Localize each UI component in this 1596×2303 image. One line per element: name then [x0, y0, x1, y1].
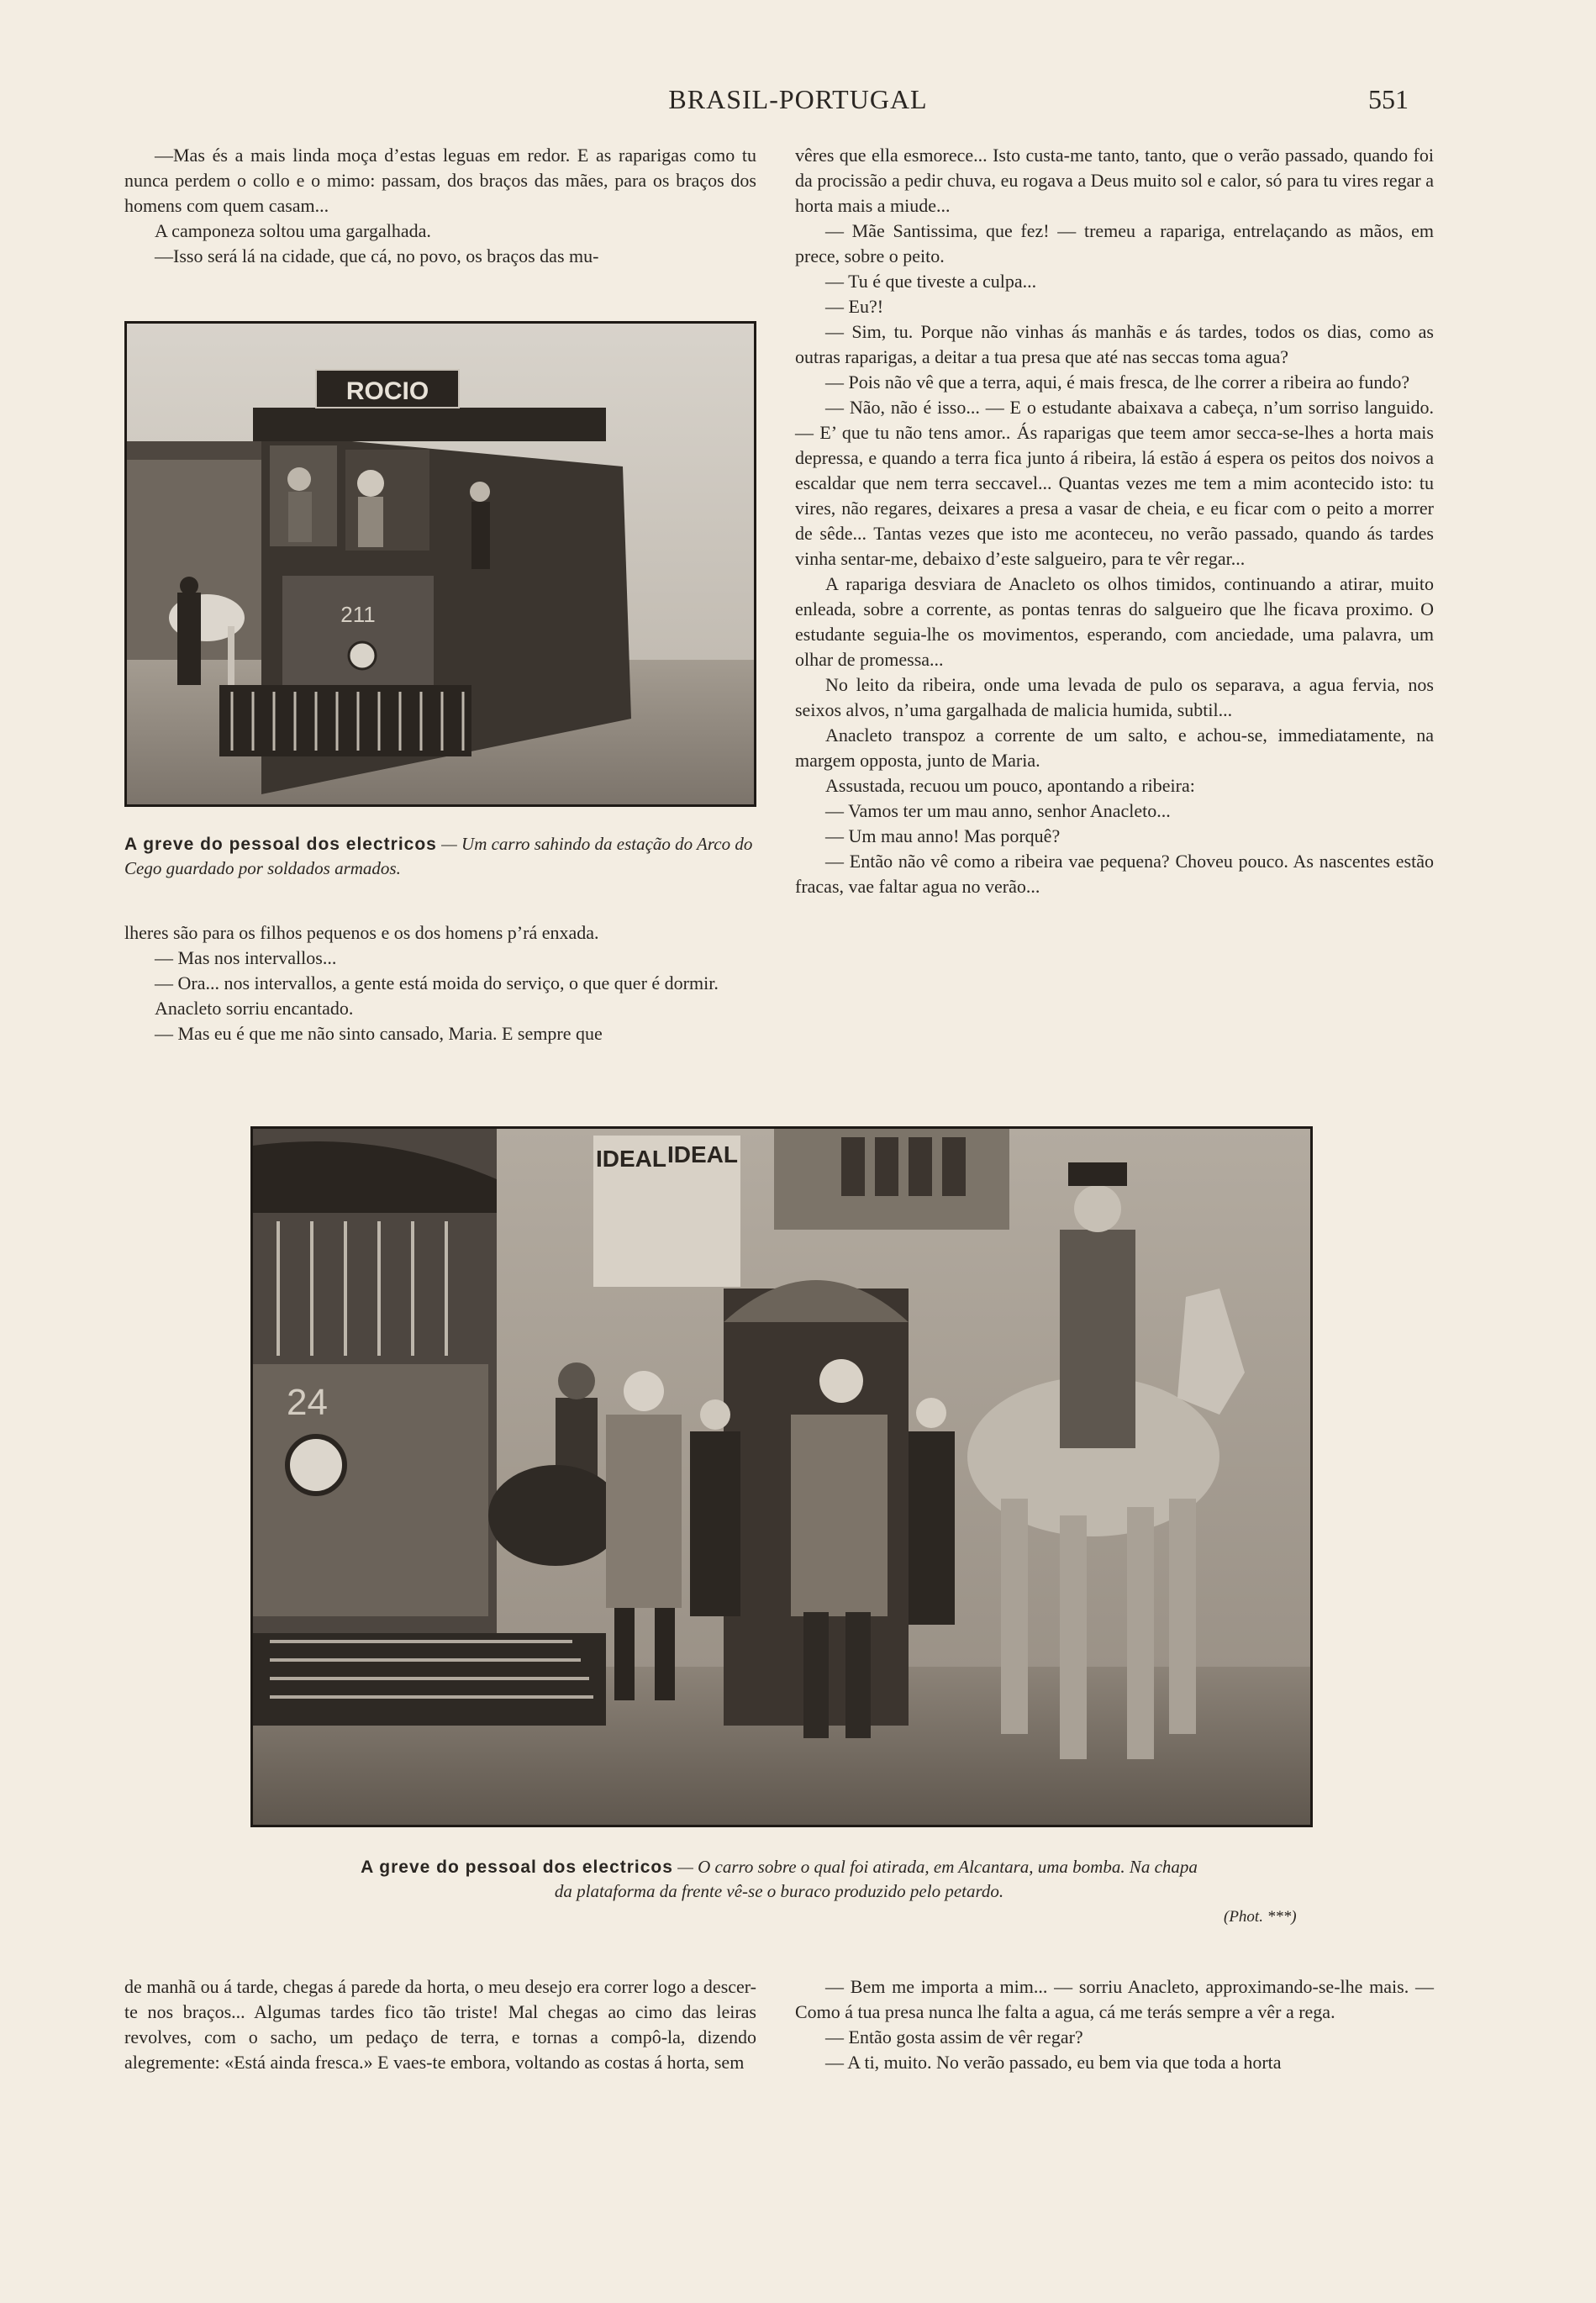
paragraph: lheres são para os filhos pequenos e os dos homens p’rá enxada. — [124, 922, 599, 943]
tram-rocio-illustration — [127, 324, 754, 804]
paragraph: —Isso será lá na cidade, que cá, no povo, os braços das mu- — [155, 245, 599, 266]
paragraph: — Então gosta assim de vêr regar? — [825, 2026, 1083, 2047]
paragraph: —Mas és a mais linda moça d’estas leguas em redor. E as raparigas como tu nunca perdem o collo e o mimo: passam, dos braços das mães, para os braços dos homens com quem casam... — [124, 145, 756, 216]
photo2-caption-line-1: — O carro sobre o qual foi atirada, em Alcantara, uma bomba. Na chapa — [677, 1857, 1198, 1877]
tram-alcantara-illustration — [253, 1129, 1310, 1825]
paragraph: vêres que ella esmorece... Isto custa-me tanto, tanto, que o verão passado, quando foi da procissão a pedir chuva, eu rogava a Deus muito sol e calor, só para tu vires regar a horta mais a miude... — [795, 145, 1434, 216]
paragraph: Anacleto transpoz a corrente de um salto, e achou-se, immediatamente, na margem opposta, junto de Maria. — [795, 725, 1434, 771]
paragraph: A camponeza soltou uma gargalhada. — [155, 220, 431, 241]
paragraph: — Tu é que tiveste a culpa... — [825, 271, 1037, 292]
photo-tram-alcantara — [250, 1126, 1313, 1827]
left-column-top — [124, 143, 756, 269]
paragraph: No leito da ribeira, onde uma levada de pulo os separava, a agua fervia, nos seixos alvos, n’uma gargalhada de malicia humida, subtil... — [795, 674, 1434, 720]
paragraph: — A ti, muito. No verão passado, eu bem via que toda a horta — [825, 2052, 1282, 2073]
paragraph: Anacleto sorriu encantado. — [155, 998, 354, 1019]
paragraph: — Vamos ter um mau anno, senhor Anacleto... — [825, 800, 1171, 821]
photo1-caption-title: A greve do pessoal dos electricos — [124, 835, 437, 854]
photo1-caption — [124, 832, 756, 880]
paragraph: — Então não vê como a ribeira vae pequena? Choveu pouco. As nascentes estão fracas, vae faltar agua no verão... — [795, 851, 1434, 897]
photo-credit: (Phot. ***) — [1224, 1908, 1297, 1926]
photo-tram-rocio — [124, 321, 756, 807]
paragraph: Assustada, recuou um pouco, apontando a ribeira: — [825, 775, 1195, 796]
paragraph: — Mas eu é que me não sinto cansado, Maria. E sempre que — [155, 1023, 603, 1044]
photo2-caption-title: A greve do pessoal dos electricos — [361, 1858, 673, 1877]
paragraph: — Não, não é isso... — E o estudante abaixava a cabeça, n’um sorriso languido. — E’ que tu não tens amor.. Ás raparigas que teem amor secca-se-lhes a horta mais depressa, e quando a terra fica junto á ribeira, lá estão á espera os peitos dos noivos a escaldar que nem terra seccavel... Quantas vezes me tem a mim acontecido isto: tu vires, não regares, deixares a presa a vasar de cheia, e eu ficar com o peito a morrer de sêde... Tantas vezes que isto me aconteceu, no verão passado, quando ás tardes vinha sentar-me, debaixo d’este salgueiro, para te vêr regar... — [795, 397, 1434, 569]
right-column-bottom — [795, 1974, 1434, 2075]
paragraph: — Ora... nos intervallos, a gente está moida do serviço, o que quer é dormir. — [155, 972, 719, 993]
paragraph: — Pois não vê que a terra, aqui, é mais fresca, de lhe correr a ribeira ao fundo? — [825, 372, 1410, 393]
poster-text-2: IDEAL — [667, 1141, 738, 1167]
photo2-caption-line-2: da plataforma da frente vê-se o buraco produzido pelo petardo. — [554, 1881, 1004, 1901]
paragraph: — Um mau anno! Mas porquê? — [825, 825, 1061, 846]
poster-text-1: IDEAL — [596, 1146, 666, 1172]
paragraph: — Bem me importa a mim... — sorriu Anacleto, approximando-se-lhe mais. — Como á tua presa nunca lhe falta a agua, cá me terás sempre a vêr a rega. — [795, 1976, 1434, 2022]
running-header-title: BRASIL-PORTUGAL — [668, 84, 928, 114]
paragraph: — Sim, tu. Porque não vinhas ás manhãs e ás tardes, todos os dias, como as outras raparigas, a deitar a tua presa que até nas seccas toma agua? — [795, 321, 1434, 367]
left-column-bottom — [124, 1974, 756, 2075]
paragraph: — Mas nos intervallos... — [155, 947, 337, 968]
photo1-caption-text: — Um carro sahindo da estação do Arco do Cego guardado por soldados armados. — [124, 834, 753, 878]
photo2-caption — [250, 1855, 1308, 1903]
paragraph: de manhã ou á tarde, chegas á parede da horta, o meu desejo era correr logo a descer-te nos braços... Algumas tardes fico tão triste! Mal chegas ao cimo das leiras revolves, com o sacho, um pedaço de terra, e tornas a compô-la, dizendo alegremente: «Está ainda fresca.» E vaes-te embora, voltando as costas á horta, sem — [124, 1976, 756, 2073]
paragraph: A rapariga desviara de Anacleto os olhos timidos, continuando a atirar, muito enleada, sobre a corrente, as pontas tenras do salgueiro que lhe ficava proximo. O estudante seguia-lhe os movimentos, esperando, com anciedade, uma palavra, um olhar de promessa... — [795, 573, 1434, 670]
tram-car-number: 211 — [340, 602, 376, 627]
tram-sign-text: ROCIO — [345, 377, 429, 405]
tram-car-number: 24 — [287, 1382, 328, 1423]
right-column-top — [795, 143, 1434, 899]
paragraph: — Eu?! — [825, 296, 884, 317]
left-column-middle — [124, 920, 756, 1046]
page-number: 551 — [1368, 84, 1409, 114]
paragraph: — Mãe Santissima, que fez! — tremeu a rapariga, entrelaçando as mãos, em prece, sobre o peito. — [795, 220, 1434, 266]
